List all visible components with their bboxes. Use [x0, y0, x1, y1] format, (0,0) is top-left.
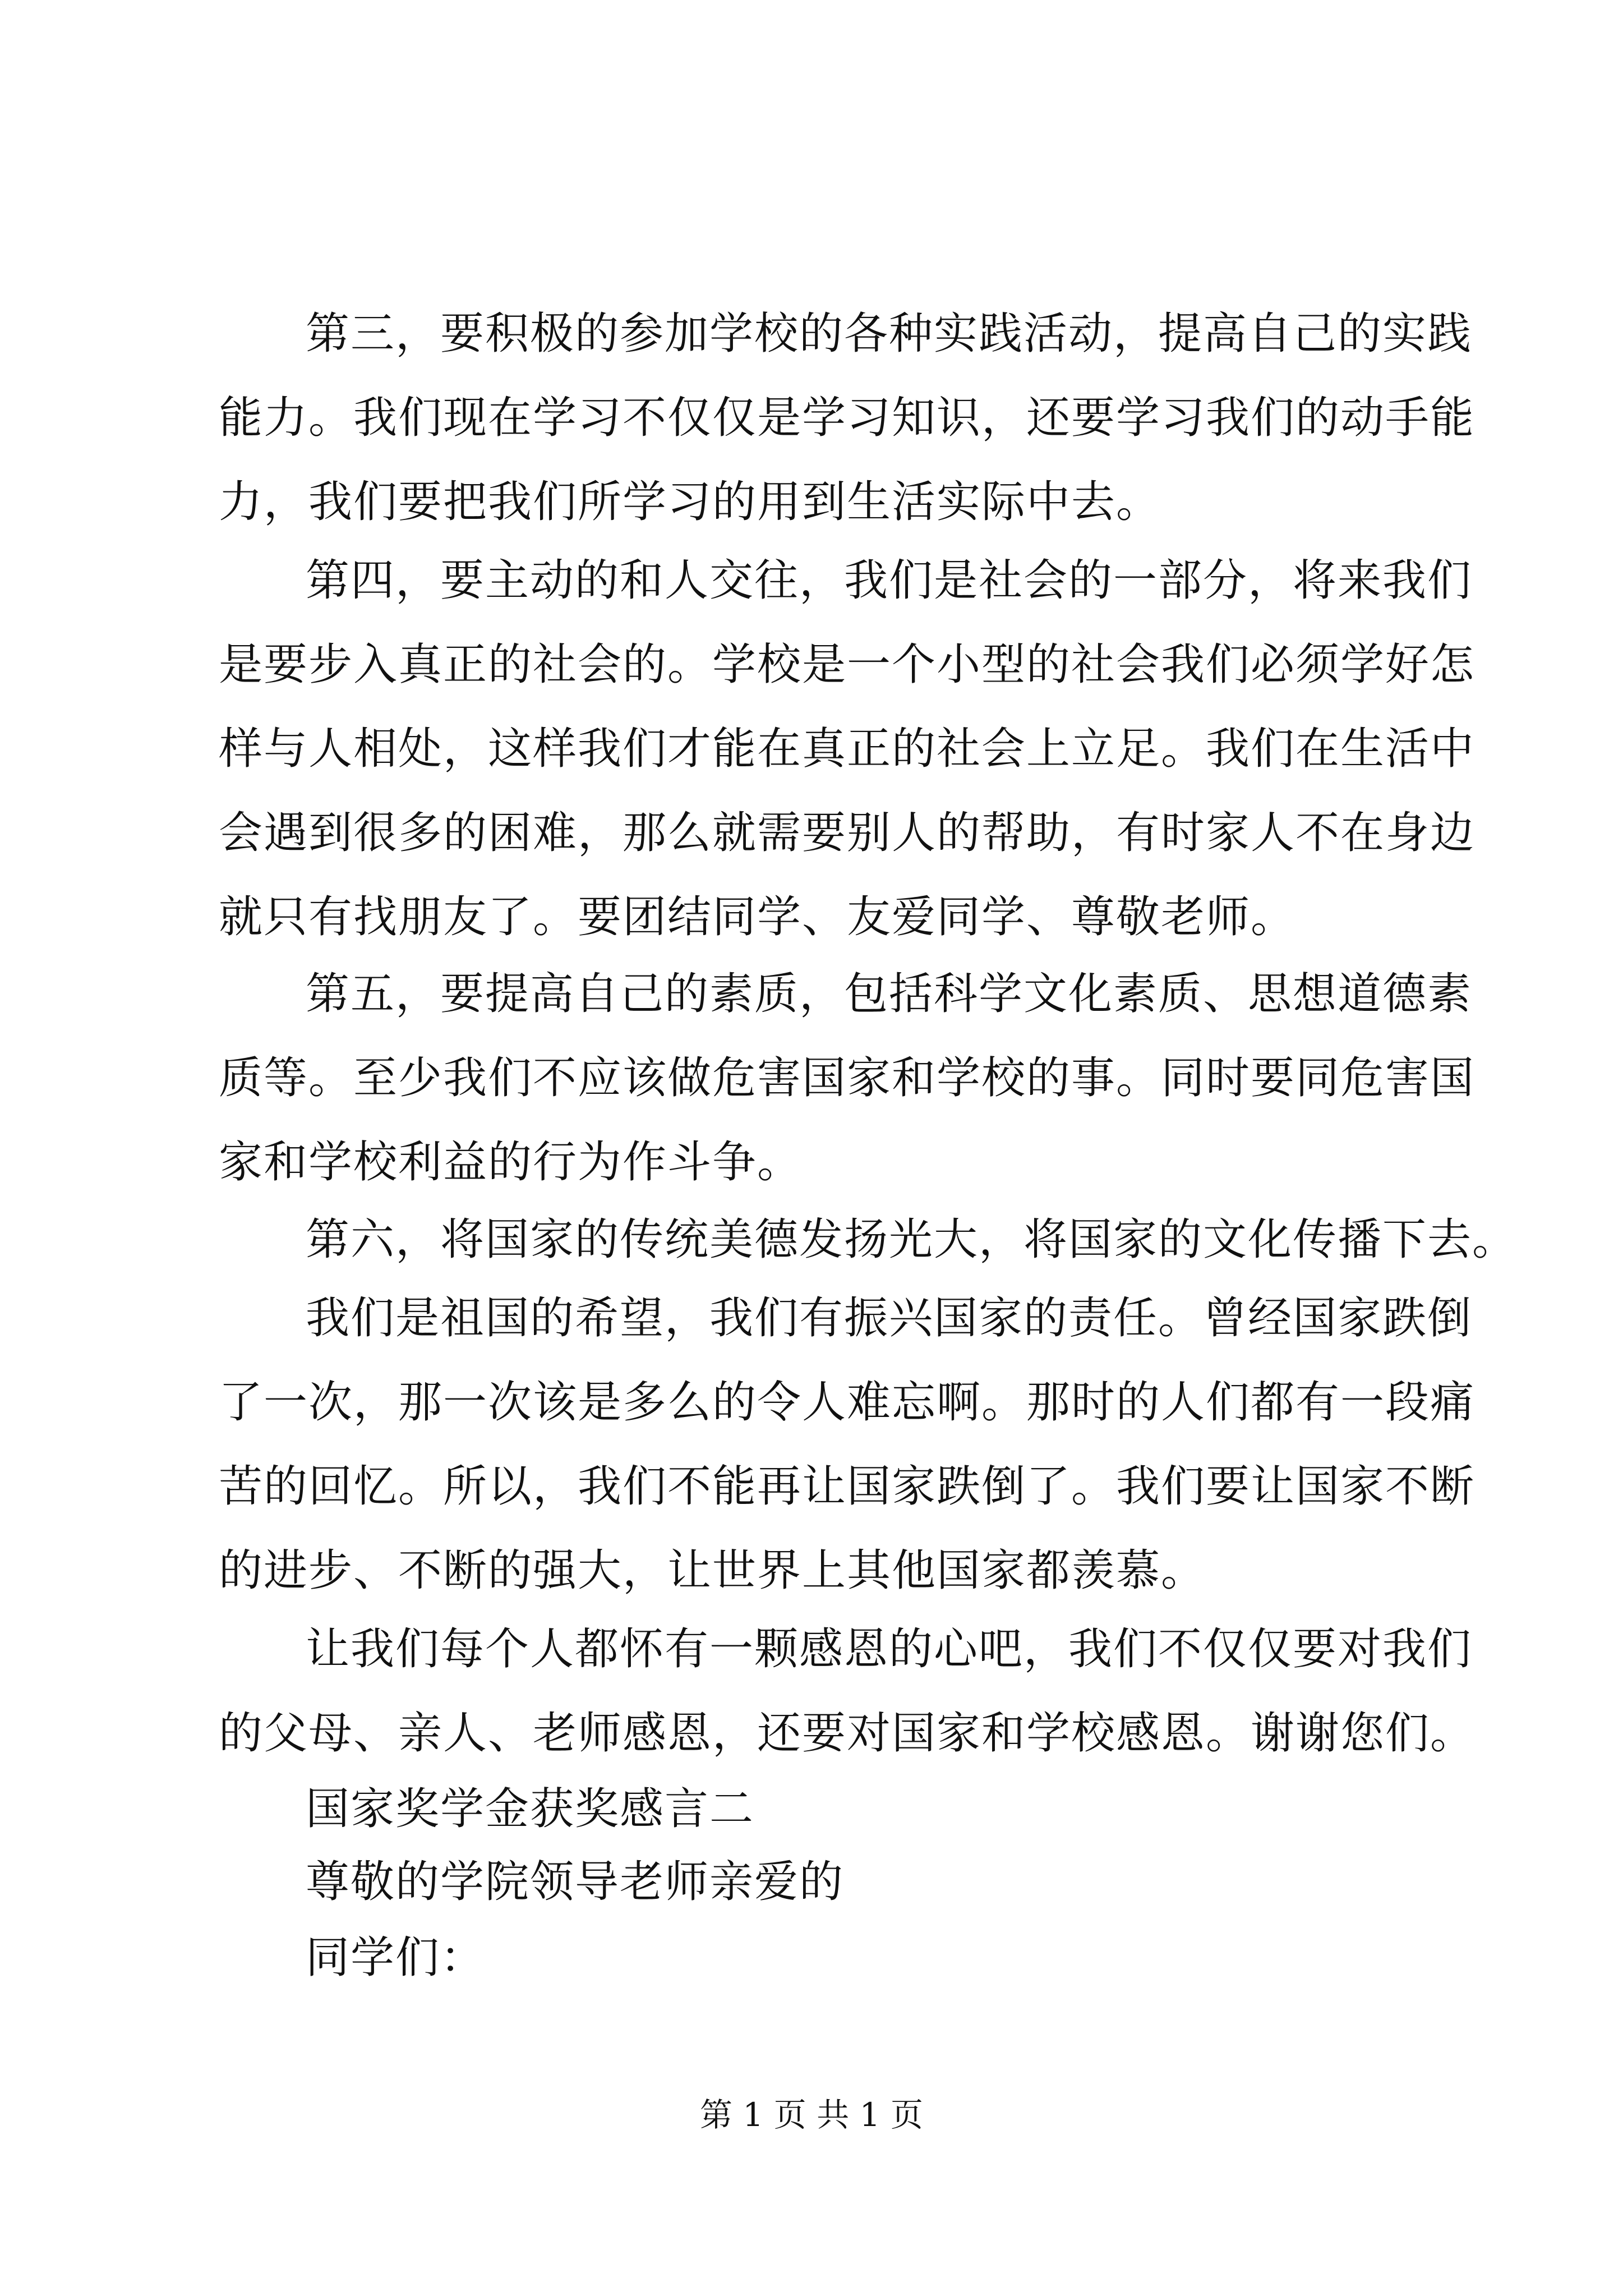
text-line: 的进步、不断的强大，让世界上其他国家都羡慕。	[219, 1545, 1206, 1596]
text-line: 样与人相处，这样我们才能在真正的社会上立足。我们在生活中	[219, 724, 1476, 774]
text-line: 了一次，那一次该是多么的令人难忘啊。那时的人们都有一段痛	[219, 1377, 1476, 1428]
text-line: 让我们每个人都怀有一颗感恩的心吧，我们不仅仅要对我们	[306, 1624, 1473, 1674]
text-line: 质等。至少我们不应该做危害国家和学校的事。同时要同危害国	[219, 1053, 1476, 1103]
text-line: 的父母、亲人、老师感恩，还要对国家和学校感恩。谢谢您们。	[219, 1708, 1476, 1759]
text-line: 是要步入真正的社会的。学校是一个小型的社会我们必须学好怎	[219, 639, 1476, 690]
salutation-line: 尊敬的学院领导老师亲爱的	[306, 1857, 845, 1907]
text-line: 力，我们要把我们所学习的用到生活实际中去。	[219, 477, 1161, 527]
text-line: 会遇到很多的困难，那么就需要别人的帮助，有时家人不在身边	[219, 808, 1476, 858]
text-line: 能力。我们现在学习不仅仅是学习知识，还要学习我们的动手能	[219, 393, 1476, 443]
page-footer: 第 1 页 共 1 页	[700, 2096, 923, 2134]
text-line: 就只有找朋友了。要团结同学、友爱同学、尊敬老师。	[219, 892, 1296, 942]
section-heading: 国家奖学金获奖感言二	[306, 1784, 755, 1834]
salutation-line: 同学们：	[306, 1932, 486, 1983]
text-line: 第四，要主动的和人交往，我们是社会的一部分，将来我们	[306, 555, 1473, 606]
text-line: 第五，要提高自己的素质，包括科学文化素质、思想道德素	[306, 969, 1473, 1019]
text-line: 我们是祖国的希望，我们有振兴国家的责任。曾经国家跌倒	[306, 1293, 1473, 1343]
text-line: 第六，将国家的传统美德发扬光大，将国家的文化传播下去。	[306, 1214, 1518, 1265]
text-line: 第三，要积极的参加学校的各种实践活动，提高自己的实践	[306, 309, 1473, 359]
text-line: 家和学校利益的行为作斗争。	[219, 1137, 803, 1188]
text-line: 苦的回忆。所以，我们不能再让国家跌倒了。我们要让国家不断	[219, 1461, 1476, 1512]
